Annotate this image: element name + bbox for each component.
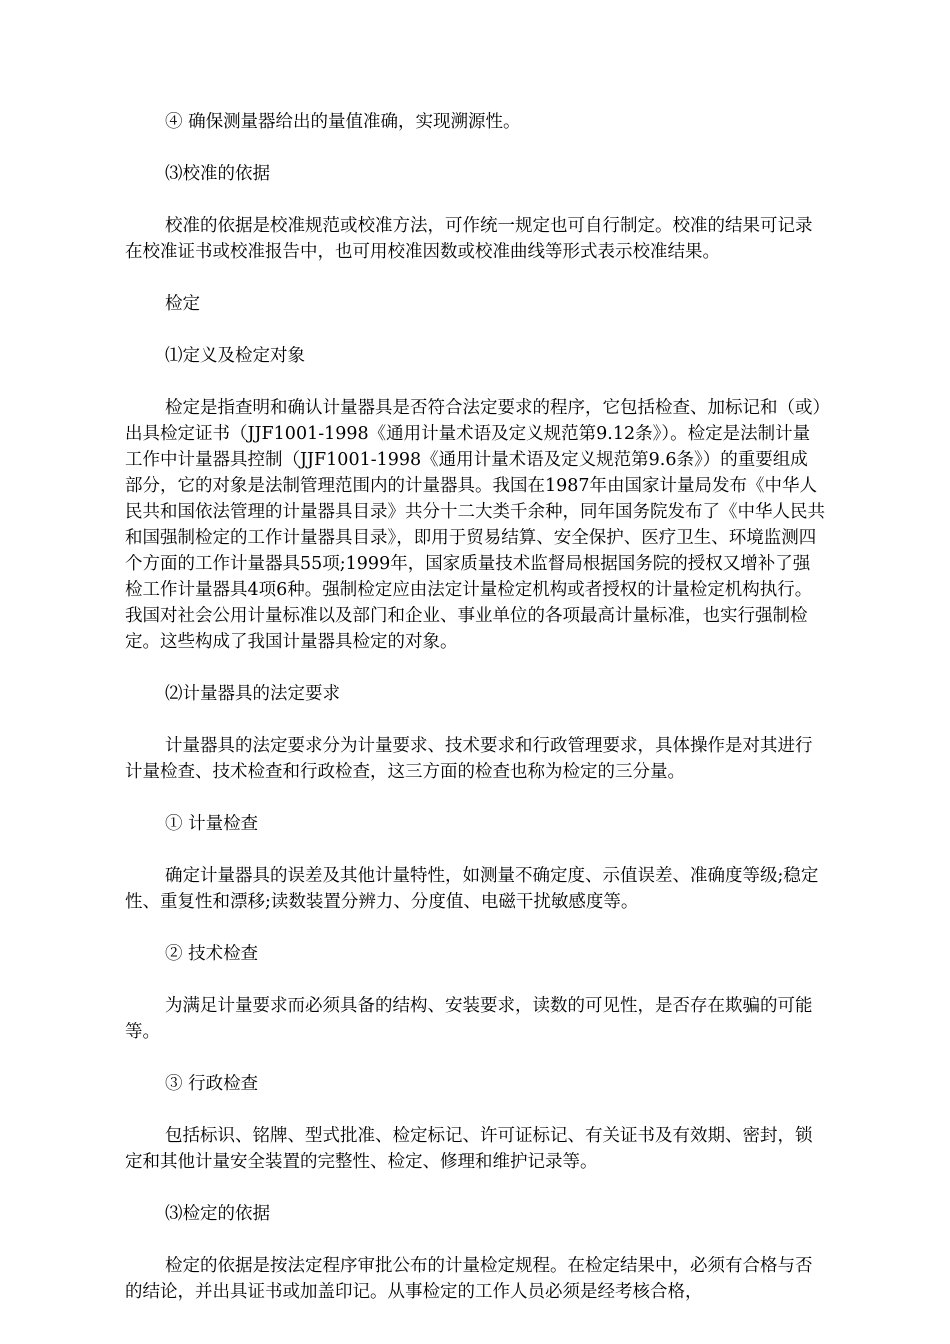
heading-technical-check: ② 技术检查: [165, 944, 259, 964]
paragraph-definition-object: 检定是指查明和确认计量器具是否符合法定要求的程序，它包括检查、加标记和（或）出具检定证书（JJF1001-1998《通用计量术语及定义规范第9.12条》）。检定是法制计量工作中计量器具控制（JJF1001-1998《通用计量术语及定义规范第9.6条》）的重要组成部分，它的对象是法制管理范围内的计量器具。我国在1987年由国家计量局发布《中华人民共和国依法管理的计量器具目录》共分十二大类千余种，同年国务院发布了《中华人民共和国强制检定的工作计量器具目录》，即用于贸易结算、安全保护、医疗卫生、环境监测四个方面的工作计量器具55项;1999年，国家质量技术监督局根据国务院的授权又增补了强检工作计量器具4项6种。强制检定应由法定计量检定机构或者授权的计量检定机构执行。我国对社会公用计量标准以及部门和企业、事业单位的各项最高计量标准，也实行强制检定。这些构成了我国计量器具检定的对象。: [125, 398, 825, 652]
heading-legal-requirements: ⑵计量器具的法定要求: [165, 684, 340, 704]
paragraph-technical-check: 为满足计量要求而必须具备的结构、安装要求，读数的可见性，是否存在欺骗的可能等。: [125, 996, 813, 1042]
heading-metrology-check: ① 计量检查: [165, 814, 259, 834]
list-item-ensure-accuracy: ④ 确保测量器给出的量值准确，实现溯源性。: [165, 112, 521, 132]
paragraph-legal-requirements: 计量器具的法定要求分为计量要求、技术要求和行政管理要求，具体操作是对其进行计量检查、技术检查和行政检查，这三方面的检查也称为检定的三分量。: [125, 736, 813, 782]
paragraph-metrology-check: 确定计量器具的误差及其他计量特性，如测量不确定度、示值误差、准确度等级;稳定性、重复性和漂移;读数装置分辨力、分度值、电磁干扰敏感度等。: [125, 866, 819, 912]
heading-administrative-check: ③ 行政检查: [165, 1074, 259, 1094]
section-title-verification: 检定: [165, 294, 200, 314]
document-body: [125, 109, 825, 1331]
paragraph-calibration-basis: 校准的依据是校准规范或校准方法，可作统一规定也可自行制定。校准的结果可记录在校准证书或校准报告中，也可用校准因数或校准曲线等形式表示校准结果。: [125, 216, 813, 262]
heading-calibration-basis: ⑶校准的依据: [165, 164, 270, 184]
heading-definition-object: ⑴定义及检定对象: [165, 346, 305, 366]
paragraph-verification-basis: 检定的依据是按法定程序审批公布的计量检定规程。在检定结果中，必须有合格与否的结论，并出具证书或加盖印记。从事检定的工作人员必须是经考核合格，: [125, 1256, 813, 1302]
heading-verification-basis: ⑶检定的依据: [165, 1204, 270, 1224]
paragraph-administrative-check: 包括标识、铭牌、型式批准、检定标记、许可证标记、有关证书及有效期、密封，锁定和其他计量安全装置的完整性、检定、修理和维护记录等。: [125, 1126, 813, 1172]
